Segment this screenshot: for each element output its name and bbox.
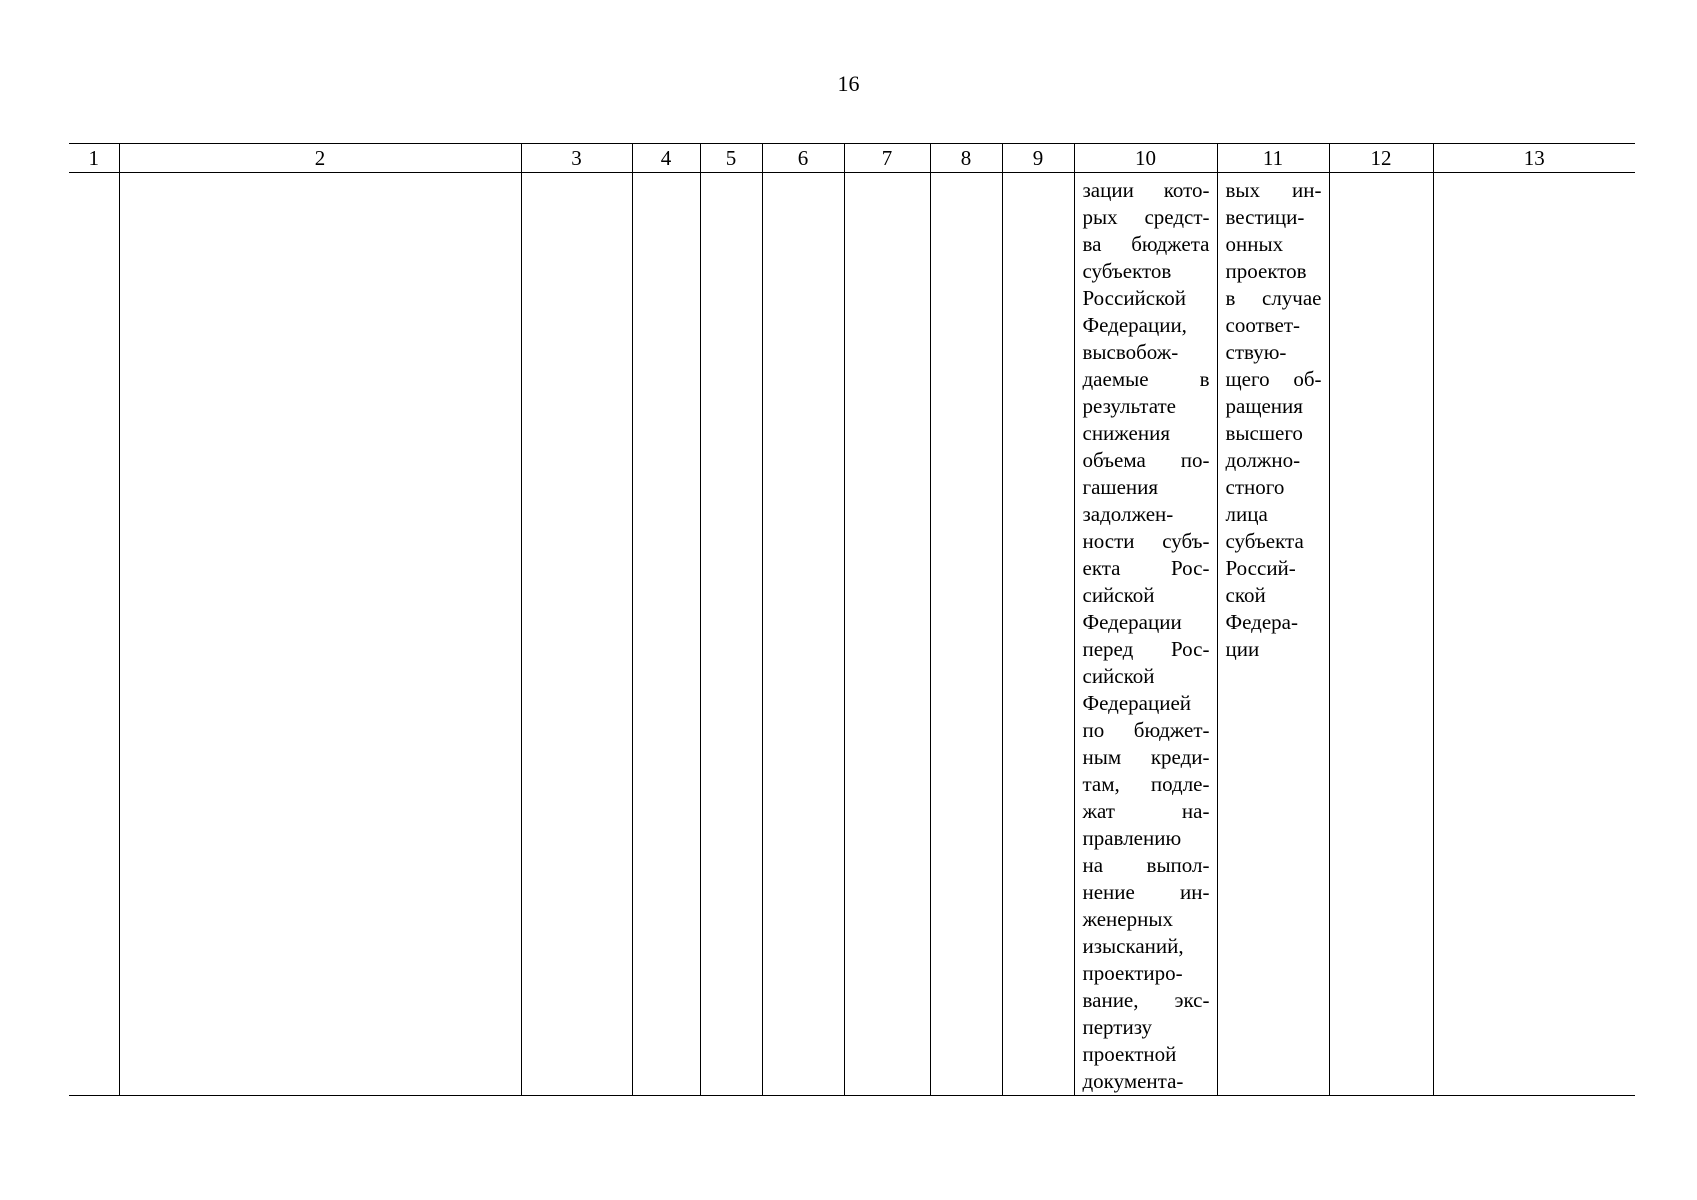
- cell-text-line: ской: [1225, 583, 1266, 607]
- cell-col-9: [1002, 173, 1074, 1096]
- cell-text-line: зации кото-: [1082, 178, 1210, 202]
- cell-text-line: вание, экс-: [1082, 988, 1210, 1012]
- column-header-5: 5: [700, 144, 762, 173]
- cell-col-4: [632, 173, 700, 1096]
- column-header-8: 8: [930, 144, 1002, 173]
- cell-text-line: сийской: [1082, 664, 1155, 688]
- cell-text-line: ращения: [1225, 394, 1303, 418]
- cell-col-2: [119, 173, 521, 1096]
- cell-text-line: Россий-: [1225, 556, 1296, 580]
- cell-text-line: изысканий,: [1082, 934, 1184, 958]
- cell-text-line: должно-: [1225, 448, 1301, 472]
- cell-text-line: проектов: [1225, 259, 1307, 283]
- cell-text-line: рых средст-: [1082, 205, 1210, 229]
- table-header-row: [69, 144, 1635, 173]
- column-header-4: 4: [632, 144, 700, 173]
- cell-text-line: по бюджет-: [1082, 718, 1210, 742]
- cell-text-line: результате: [1082, 394, 1176, 418]
- cell-text-line: снижения: [1082, 421, 1170, 445]
- cell-text-line: женерных: [1082, 907, 1173, 931]
- cell-text-line: даемые в: [1082, 367, 1210, 391]
- cell-text-line: высвобож-: [1082, 340, 1179, 364]
- col-10-text: [1075, 173, 1217, 1095]
- column-header-2: 2: [119, 144, 521, 173]
- cell-col-13: [1433, 173, 1635, 1096]
- cell-col-5: [700, 173, 762, 1096]
- cell-text-line: ции: [1225, 637, 1260, 661]
- col-11-text: [1218, 173, 1329, 663]
- cell-text-line: гашения: [1082, 475, 1159, 499]
- cell-col-3: [521, 173, 632, 1096]
- cell-text-line: ным креди-: [1082, 745, 1210, 769]
- cell-text-line: проектиро-: [1082, 961, 1183, 985]
- column-header-3: 3: [521, 144, 632, 173]
- cell-text-line: субъектов: [1082, 259, 1172, 283]
- cell-text-line: нение ин-: [1082, 880, 1210, 904]
- cell-text-line: субъекта: [1225, 529, 1304, 553]
- cell-text-line: в случае: [1225, 286, 1322, 310]
- cell-text-line: там, подле-: [1082, 772, 1210, 796]
- cell-col-7: [844, 173, 930, 1096]
- cell-text-line: стного: [1225, 475, 1285, 499]
- document-table: [69, 143, 1635, 1096]
- cell-text-line: соответ-: [1225, 313, 1301, 337]
- cell-text-line: сийской: [1082, 583, 1155, 607]
- cell-col-6: [762, 173, 844, 1096]
- column-header-1: 1: [69, 144, 119, 173]
- cell-text-line: Российской: [1082, 286, 1186, 310]
- cell-text-line: ствую-: [1225, 340, 1287, 364]
- cell-text-line: проектной: [1082, 1042, 1177, 1066]
- cell-text-line: екта Рос-: [1082, 556, 1210, 580]
- cell-col-8: [930, 173, 1002, 1096]
- cell-text-line: вестици-: [1225, 205, 1305, 229]
- cell-text-line: Федера-: [1225, 610, 1298, 634]
- column-header-11: 11: [1217, 144, 1329, 173]
- cell-text-line: щего об-: [1225, 367, 1322, 391]
- column-header-9: 9: [1002, 144, 1074, 173]
- cell-col-11: [1217, 173, 1329, 1096]
- cell-text-line: пертизу: [1082, 1015, 1153, 1039]
- page-number: 16: [837, 71, 860, 96]
- cell-text-line: жат на-: [1082, 799, 1210, 823]
- cell-text-line: правлению: [1082, 826, 1182, 850]
- cell-text-line: объема по-: [1082, 448, 1210, 472]
- cell-text-line: лица: [1225, 502, 1268, 526]
- cell-text-line: на выпол-: [1082, 853, 1210, 877]
- cell-text-line: онных: [1225, 232, 1284, 256]
- column-header-13: 13: [1433, 144, 1635, 173]
- cell-col-10: [1074, 173, 1217, 1096]
- cell-text-line: вых ин-: [1225, 178, 1322, 202]
- cell-text-line: задолжен-: [1082, 502, 1174, 526]
- cell-text-line: перед Рос-: [1082, 637, 1210, 661]
- cell-text-line: Федерацией: [1082, 691, 1191, 715]
- column-header-12: 12: [1329, 144, 1433, 173]
- column-header-6: 6: [762, 144, 844, 173]
- cell-text-line: документа-: [1082, 1069, 1184, 1093]
- cell-text-line: ности субъ-: [1082, 529, 1210, 553]
- table-row: [69, 173, 1635, 1096]
- cell-text-line: Федерации: [1082, 610, 1182, 634]
- cell-text-line: высшего: [1225, 421, 1303, 445]
- cell-col-1: [69, 173, 119, 1096]
- cell-text-line: ва бюджета: [1082, 232, 1210, 256]
- cell-col-12: [1329, 173, 1433, 1096]
- cell-text-line: Федерации,: [1082, 313, 1187, 337]
- column-header-7: 7: [844, 144, 930, 173]
- column-header-10: 10: [1074, 144, 1217, 173]
